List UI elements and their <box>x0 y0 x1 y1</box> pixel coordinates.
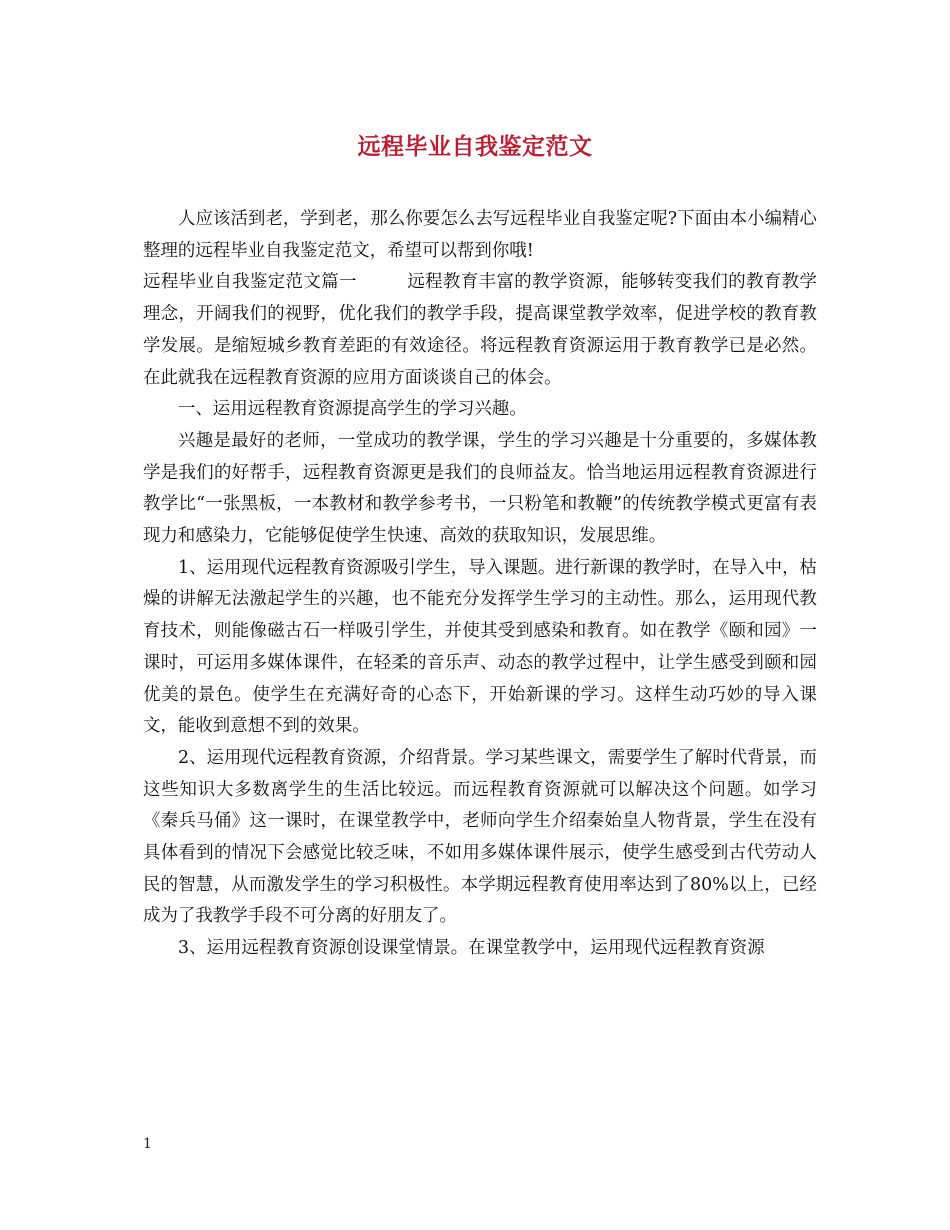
section-intro: 远程教育丰富的教学资源，能够转变我们的教育教学理念，开阔我们的视野，优化我们的教学手段，提高课堂教学效率，促进学校的教育教学发展。是缩短城乡教育差距的有效途径。将远程教育资源运用于教育教学已是必然。在此就我在远程教育资源的应用方面谈谈自己的体会。 <box>143 272 818 388</box>
list-item-3: 3、运用远程教育资源创设课堂情景。在课堂教学中，运用现代远程教育资源 <box>178 938 765 959</box>
point-1-heading: 一、运用远程教育资源提高学生的学习兴趣。 <box>178 399 527 420</box>
intro-paragraph: 人应该活到老，学到老，那么你要怎么去写远程毕业自我鉴定呢?下面由本小编精心整理的远程毕业自我鉴定范文，希望可以帮到你哦! <box>143 209 817 261</box>
list-item-1: 1、运用现代远程教育资源吸引学生，导入课题。进行新课的教学时，在导入中，枯燥的讲解无法激起学生的兴趣，也不能充分发挥学生学习的主动性。那么，运用现代教育技术，则能像磁古石一样吸引学生，并使其受到感染和教育。如在教学《颐和园》一课时，可运用多媒体课件，在轻柔的音乐声、动态的教学过程中，让学生感受到颐和园优美的景色。使学生在充满好奇的心态下，开始新课的学习。这样生动巧妙的导入课文，能收到意想不到的效果。 <box>143 557 817 737</box>
document-title: 远程毕业自我鉴定范文 <box>357 133 593 160</box>
page-number: 1 <box>143 1136 152 1152</box>
point-1-body: 兴趣是最好的老师，一堂成功的教学课，学生的学习兴趣是十分重要的，多媒体教学是我们的好帮手，远程教育资源更是我们的良师益友。恰当地运用远程教育资源进行教学比“一张黑板，一本教材和教学参考书，一只粉笔和教鞭”的传统教学模式更富有表现力和感染力，它能够促使学生快速、高效的获取知识，发展思维。 <box>143 430 817 547</box>
section-paragraph <box>143 267 817 394</box>
list-item-2: 2、运用现代远程教育资源，介绍背景。学习某些课文，需要学生了解时代背景，而这些知识大多数离学生的生活比较远。而远程教育资源就可以解决这个问题。如学习《秦兵马俑》这一课时，在课堂教学中，老师向学生介绍秦始皇人物背景，学生在没有具体看到的情况下会感觉比较乏味，不如用多媒体课件展示，使学生感受到古代劳动人民的智慧，从而激发学生的学习积极性。本学期远程教育使用率达到了80%以上，已经成为了我教学手段不可分离的好朋友了。 <box>143 747 817 927</box>
document-body <box>143 204 817 965</box>
section-heading: 远程毕业自我鉴定范文篇一 <box>143 272 357 293</box>
